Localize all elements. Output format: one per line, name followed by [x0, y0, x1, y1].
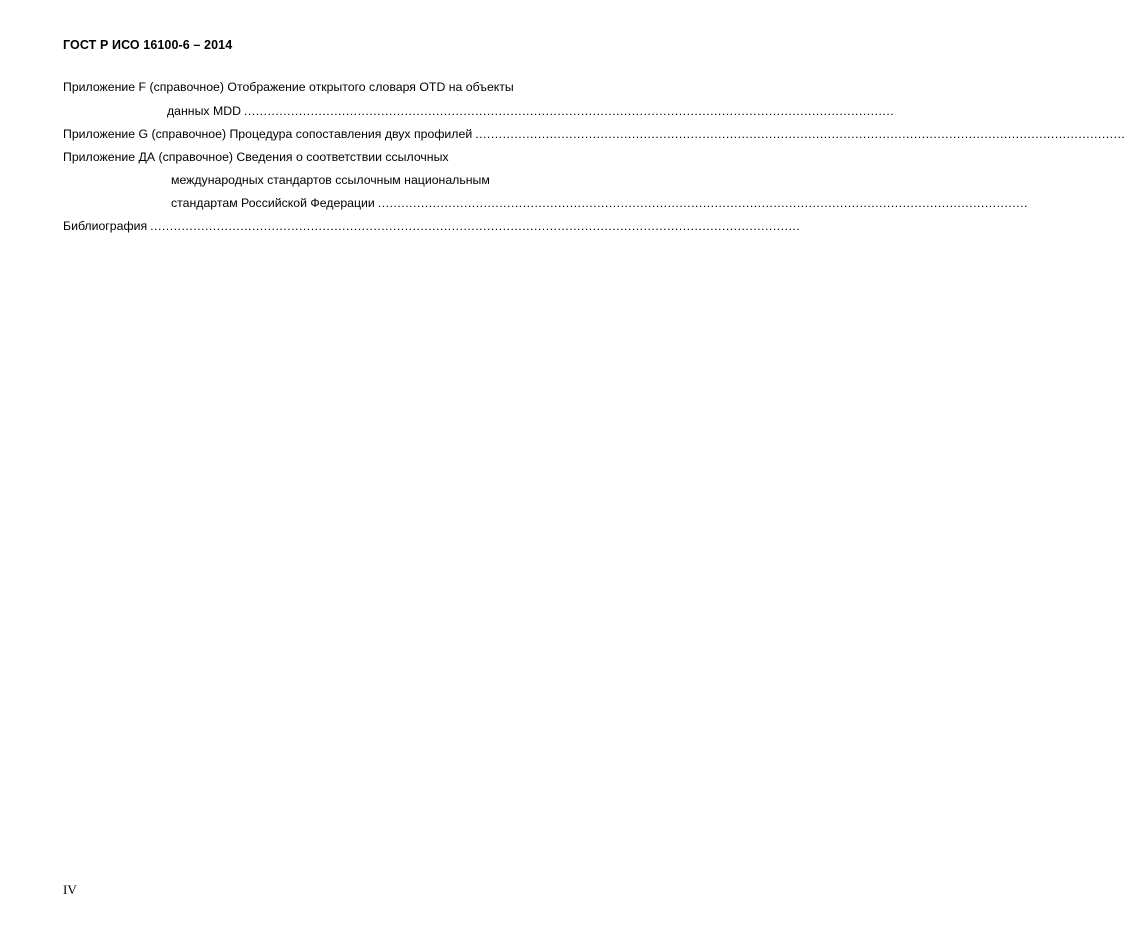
toc-entry-appendix-da-line1 — [63, 149, 449, 165]
toc-entry-text: Библиография — [63, 219, 148, 233]
toc-entry-bibliography[interactable] — [63, 218, 801, 234]
toc-entry-text: Приложение G (справочное) Процедура сопоставления двух профилей — [63, 127, 473, 141]
document-header: ГОСТ Р ИСО 16100-6 – 2014 — [63, 38, 233, 52]
toc-entry-text: Приложение F (справочное) Отображение открытого словаря OTD на объекты — [63, 80, 514, 94]
toc-leader-dots: ...................................................................................................................................................................... — [377, 196, 1028, 210]
toc-entry-appendix-g[interactable] — [63, 126, 1125, 142]
toc-entry-appendix-da-line2 — [171, 172, 490, 188]
toc-leader-dots: ...................................................................................................................................................................... — [150, 219, 801, 233]
toc-leader-dots: ...................................................................................................................................................................... — [475, 127, 1125, 141]
toc-entry-appendix-da-line3[interactable] — [171, 195, 1028, 211]
toc-entry-text: Приложение ДА (справочное) Сведения о соответствии ссылочных — [63, 150, 449, 164]
toc-leader-dots: ...................................................................................................................................................................... — [244, 104, 895, 118]
toc-entry-appendix-f-line1 — [63, 79, 514, 95]
toc-entry-text: стандартам Российской Федерации — [171, 196, 375, 210]
page-number: IV — [63, 882, 77, 897]
toc-entry-appendix-f-line2[interactable] — [167, 103, 895, 119]
toc-entry-text: данных MDD — [167, 104, 242, 118]
toc-entry-text: международных стандартов ссылочным национальным — [171, 173, 490, 187]
